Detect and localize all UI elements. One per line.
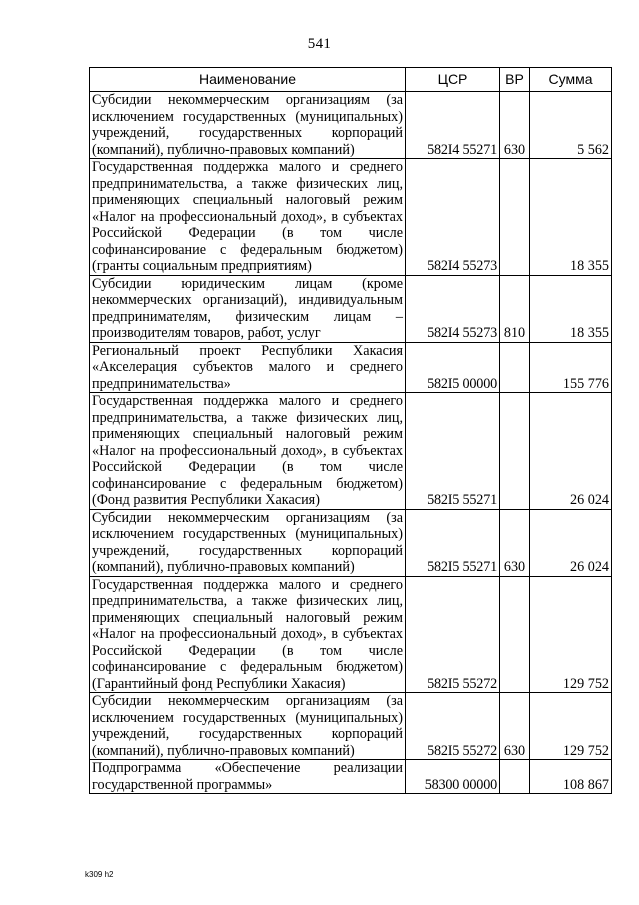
row-sum: 108 867 bbox=[530, 760, 612, 794]
row-csr: 582I5 55272 bbox=[406, 693, 500, 760]
row-sum: 129 752 bbox=[530, 693, 612, 760]
row-sum: 129 752 bbox=[530, 576, 612, 693]
row-sum: 26 024 bbox=[530, 509, 612, 576]
header-row bbox=[90, 68, 612, 92]
table-row bbox=[90, 92, 612, 159]
table-row bbox=[90, 760, 612, 794]
row-vr: 810 bbox=[500, 275, 530, 342]
row-vr bbox=[500, 576, 530, 693]
row-vr bbox=[500, 342, 530, 393]
row-csr: 58300 00000 bbox=[406, 760, 500, 794]
row-csr: 582I5 55271 bbox=[406, 393, 500, 510]
footer-code: k309 h2 bbox=[85, 870, 114, 879]
table-body bbox=[90, 92, 612, 794]
row-csr: 582I5 55271 bbox=[406, 509, 500, 576]
row-sum: 18 355 bbox=[530, 275, 612, 342]
row-csr: 582I4 55271 bbox=[406, 92, 500, 159]
row-vr bbox=[500, 159, 530, 276]
row-csr: 582I5 55272 bbox=[406, 576, 500, 693]
row-csr: 582I4 55273 bbox=[406, 275, 500, 342]
row-name: Субсидии некоммерческим организациям (за исключением государственных (муниципальных) учреждений, государственных корпораций (компаний), публично-правовых компаний) bbox=[90, 509, 406, 576]
row-vr: 630 bbox=[500, 693, 530, 760]
row-sum: 155 776 bbox=[530, 342, 612, 393]
table-row bbox=[90, 275, 612, 342]
row-sum: 26 024 bbox=[530, 393, 612, 510]
budget-table bbox=[89, 67, 612, 794]
table-row bbox=[90, 576, 612, 693]
row-name: Государственная поддержка малого и среднего предпринимательства, а также физических лиц, применяющих специальный налоговый режим «Налог на профессиональный доход», в субъектах Российской Федерации (в том числе софинансирование с федеральным бюджетом) (Гарантийный фонд Республики Хакасия) bbox=[90, 576, 406, 693]
row-name: Региональный проект Республики Хакасия «Акселерация субъектов малого и среднего предпринимательства» bbox=[90, 342, 406, 393]
table-row bbox=[90, 342, 612, 393]
header-name: Наименование bbox=[90, 68, 406, 92]
table-row bbox=[90, 393, 612, 510]
table-row bbox=[90, 693, 612, 760]
table-row bbox=[90, 159, 612, 276]
row-vr bbox=[500, 393, 530, 510]
page-number: 541 bbox=[307, 36, 332, 52]
row-name: Субсидии юридическим лицам (кроме некоммерческих организаций), индивидуальным предпринимателям, физическим лицам – производителям товаров, работ, услуг bbox=[90, 275, 406, 342]
row-csr: 582I4 55273 bbox=[406, 159, 500, 276]
header-csr: ЦСР bbox=[406, 68, 500, 92]
row-sum: 5 562 bbox=[530, 92, 612, 159]
row-csr: 582I5 00000 bbox=[406, 342, 500, 393]
table-row bbox=[90, 509, 612, 576]
header-vr: ВР bbox=[500, 68, 530, 92]
row-sum: 18 355 bbox=[530, 159, 612, 276]
row-name: Субсидии некоммерческим организациям (за исключением государственных (муниципальных) учреждений, государственных корпораций (компаний), публично-правовых компаний) bbox=[90, 92, 406, 159]
row-vr: 630 bbox=[500, 92, 530, 159]
row-name: Государственная поддержка малого и среднего предпринимательства, а также физических лиц, применяющих специальный налоговый режим «Налог на профессиональный доход», в субъектах Российской Федерации (в том числе софинансирование с федеральным бюджетом) (гранты социальным предприятиям) bbox=[90, 159, 406, 276]
row-vr bbox=[500, 760, 530, 794]
row-name: Государственная поддержка малого и среднего предпринимательства, а также физических лиц, применяющих специальный налоговый режим «Налог на профессиональный доход», в субъектах Российской Федерации (в том числе софинансирование с федеральным бюджетом) (Фонд развития Республики Хакасия) bbox=[90, 393, 406, 510]
row-name: Подпрограмма «Обеспечение реализации государственной программы» bbox=[90, 760, 406, 794]
header-sum: Сумма bbox=[530, 68, 612, 92]
row-vr: 630 bbox=[500, 509, 530, 576]
table-header bbox=[90, 68, 612, 92]
row-name: Субсидии некоммерческим организациям (за исключением государственных (муниципальных) учреждений, государственных корпораций (компаний), публично-правовых компаний) bbox=[90, 693, 406, 760]
